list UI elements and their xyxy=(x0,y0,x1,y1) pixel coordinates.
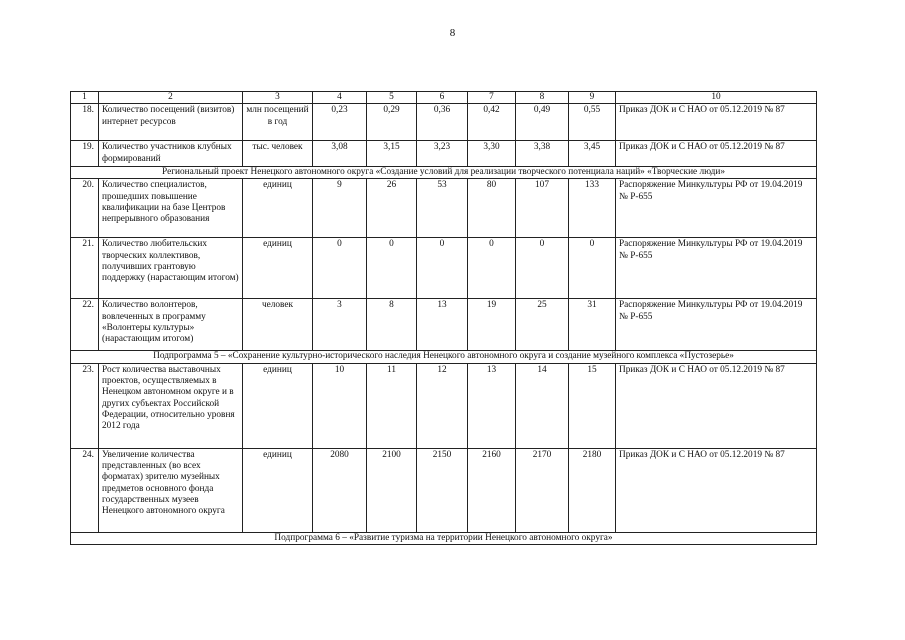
indicator-name: Количество любительских творческих коллективов, получивших грантовую поддержку (нарастающим итогом) xyxy=(99,238,243,299)
header-cell: 4 xyxy=(313,92,367,104)
row-number: 23. xyxy=(71,363,99,448)
indicator-name: Количество специалистов, прошедших повышение квалификации на базе Центров непрерывного образования xyxy=(99,179,243,238)
value-cell: 0,29 xyxy=(367,104,417,141)
value-cell: 53 xyxy=(417,179,468,238)
value-cell: 0,23 xyxy=(313,104,367,141)
header-row xyxy=(71,92,817,104)
indicator-name: Количество посещений (визитов) интернет ресурсов xyxy=(99,104,243,141)
table-row xyxy=(71,141,817,167)
value-cell: 9 xyxy=(313,179,367,238)
value-cell: 3 xyxy=(313,299,367,351)
header-cell: 3 xyxy=(243,92,313,104)
value-cell: 11 xyxy=(367,363,417,448)
header-cell: 1 xyxy=(71,92,99,104)
indicator-name: Увеличение количества представленных (во всех форматах) зрителю музейных предметов основного фонда государственных музеев Ненецкого автономного округа xyxy=(99,448,243,532)
section-title: Подпрограмма 5 – «Сохранение культурно-исторического наследия Ненецкого автономного округа и создание музейного комплекса «Пустозерье» xyxy=(71,351,817,363)
value-cell: 14 xyxy=(516,363,569,448)
unit-cell: человек xyxy=(243,299,313,351)
value-cell: 2100 xyxy=(367,448,417,532)
header-cell: 9 xyxy=(569,92,616,104)
section-row xyxy=(71,532,817,544)
section-row xyxy=(71,351,817,363)
row-number: 21. xyxy=(71,238,99,299)
value-cell: 3,23 xyxy=(417,141,468,167)
page-number: 8 xyxy=(449,27,456,39)
source-cell: Распоряжение Минкультуры РФ от 19.04.2019 № Р-655 xyxy=(616,299,817,351)
unit-cell: единиц xyxy=(243,238,313,299)
value-cell: 0 xyxy=(313,238,367,299)
unit-cell: млн посещений в год xyxy=(243,104,313,141)
value-cell: 3,08 xyxy=(313,141,367,167)
indicator-name: Количество участников клубных формирований xyxy=(99,141,243,167)
value-cell: 0 xyxy=(417,238,468,299)
source-cell: Приказ ДОК и С НАО от 05.12.2019 № 87 xyxy=(616,448,817,532)
table-row xyxy=(71,448,817,532)
row-number: 24. xyxy=(71,448,99,532)
value-cell: 13 xyxy=(468,363,516,448)
value-cell: 13 xyxy=(417,299,468,351)
indicators-table xyxy=(70,91,817,545)
source-cell: Приказ ДОК и С НАО от 05.12.2019 № 87 xyxy=(616,104,817,141)
value-cell: 31 xyxy=(569,299,616,351)
row-number: 20. xyxy=(71,179,99,238)
table-row xyxy=(71,363,817,448)
table-row xyxy=(71,238,817,299)
value-cell: 2080 xyxy=(313,448,367,532)
row-number: 22. xyxy=(71,299,99,351)
source-cell: Приказ ДОК и С НАО от 05.12.2019 № 87 xyxy=(616,141,817,167)
table-row xyxy=(71,104,817,141)
value-cell: 2180 xyxy=(569,448,616,532)
value-cell: 2170 xyxy=(516,448,569,532)
value-cell: 10 xyxy=(313,363,367,448)
source-cell: Распоряжение Минкультуры РФ от 19.04.2019 № Р-655 xyxy=(616,238,817,299)
header-cell: 7 xyxy=(468,92,516,104)
value-cell: 3,30 xyxy=(468,141,516,167)
value-cell: 0,55 xyxy=(569,104,616,141)
indicator-name: Количество волонтеров, вовлеченных в программу «Волонтеры культуры» (нарастающим итогом) xyxy=(99,299,243,351)
section-row xyxy=(71,166,817,178)
section-title: Подпрограмма 6 – «Развитие туризма на территории Ненецкого автономного округа» xyxy=(71,532,817,544)
value-cell: 3,45 xyxy=(569,141,616,167)
value-cell: 0 xyxy=(468,238,516,299)
value-cell: 0 xyxy=(569,238,616,299)
value-cell: 2150 xyxy=(417,448,468,532)
table-body xyxy=(71,92,817,545)
value-cell: 0 xyxy=(367,238,417,299)
value-cell: 0,49 xyxy=(516,104,569,141)
header-cell: 6 xyxy=(417,92,468,104)
unit-cell: тыс. человек xyxy=(243,141,313,167)
value-cell: 26 xyxy=(367,179,417,238)
table-row xyxy=(71,299,817,351)
row-number: 19. xyxy=(71,141,99,167)
unit-cell: единиц xyxy=(243,363,313,448)
value-cell: 0,42 xyxy=(468,104,516,141)
value-cell: 80 xyxy=(468,179,516,238)
source-cell: Распоряжение Минкультуры РФ от 19.04.2019 № Р-655 xyxy=(616,179,817,238)
table-row xyxy=(71,179,817,238)
value-cell: 12 xyxy=(417,363,468,448)
value-cell: 25 xyxy=(516,299,569,351)
value-cell: 19 xyxy=(468,299,516,351)
value-cell: 3,15 xyxy=(367,141,417,167)
unit-cell: единиц xyxy=(243,179,313,238)
value-cell: 0,36 xyxy=(417,104,468,141)
header-cell: 10 xyxy=(616,92,817,104)
header-cell: 2 xyxy=(99,92,243,104)
header-cell: 8 xyxy=(516,92,569,104)
value-cell: 3,38 xyxy=(516,141,569,167)
value-cell: 15 xyxy=(569,363,616,448)
header-cell: 5 xyxy=(367,92,417,104)
value-cell: 8 xyxy=(367,299,417,351)
row-number: 18. xyxy=(71,104,99,141)
value-cell: 0 xyxy=(516,238,569,299)
unit-cell: единиц xyxy=(243,448,313,532)
value-cell: 2160 xyxy=(468,448,516,532)
value-cell: 133 xyxy=(569,179,616,238)
value-cell: 107 xyxy=(516,179,569,238)
section-title: Региональный проект Ненецкого автономного округа «Создание условий для реализации творческого потенциала наций» «Творческие люди» xyxy=(71,166,817,178)
source-cell: Приказ ДОК и С НАО от 05.12.2019 № 87 xyxy=(616,363,817,448)
indicator-name: Рост количества выставочных проектов, осуществляемых в Ненецком автономном округе и в других субъектах Российской Федерации, относительно уровня 2012 года xyxy=(99,363,243,448)
